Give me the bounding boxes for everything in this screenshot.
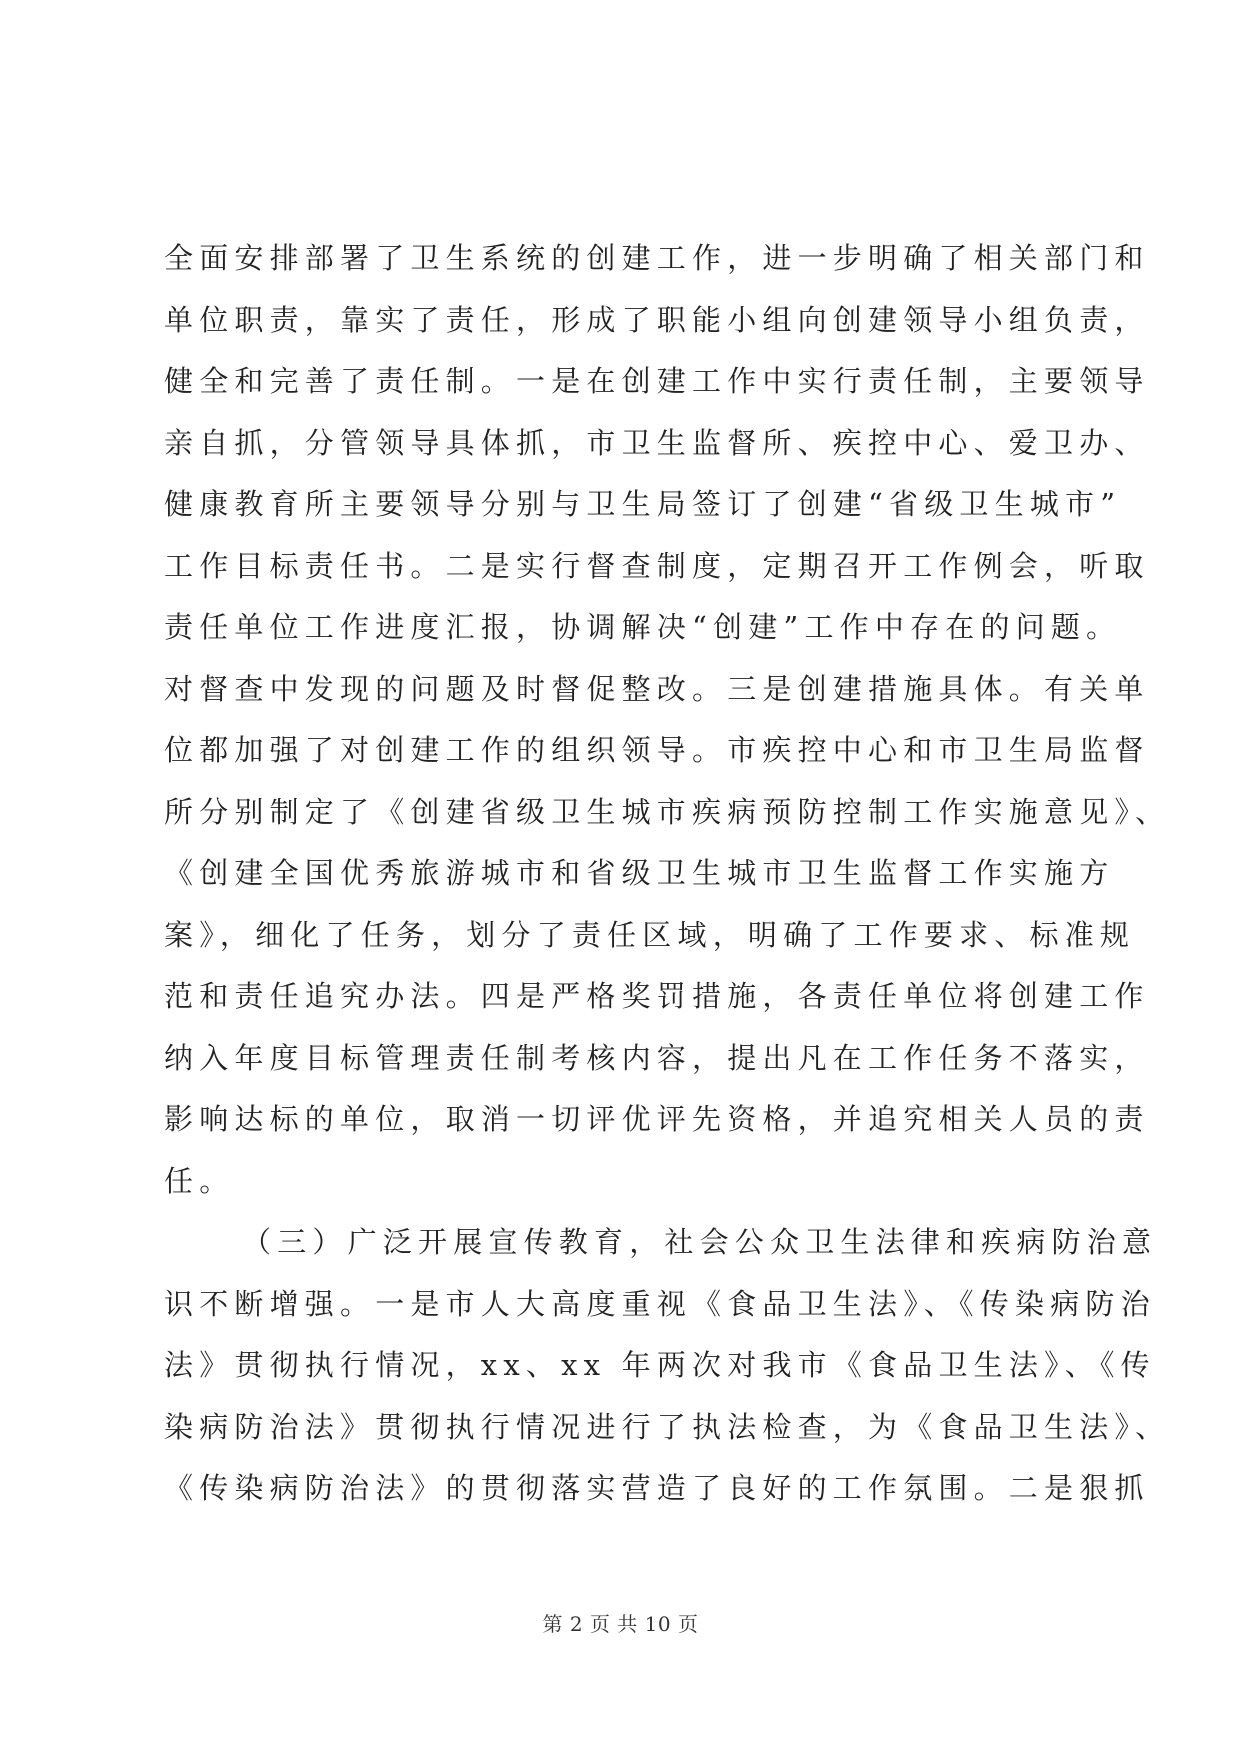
text-line: 影响达标的单位，取消一切评优评先资格，并追究相关人员的责 <box>164 1102 1150 1136</box>
text-line: 健康教育所主要领导分别与卫生局签订了创建“省级卫生城市” <box>164 487 1122 521</box>
text-line: 责任单位工作进度汇报，协调解决“创建”工作中存在的问题。 <box>164 610 1122 644</box>
text-line: 单位职责，靠实了责任，形成了职能小组向创建领导小组负责， <box>164 302 1150 337</box>
text-line: 位都加强了对创建工作的组织领导。市疾控中心和市卫生局监督 <box>164 733 1150 767</box>
text-line: 所分别制定了《创建省级卫生城市疾病预防控制工作实施意见》、 <box>164 794 1171 829</box>
text-line: 范和责任追究办法。四是严格奖罚措施，各责任单位将创建工作 <box>164 979 1150 1013</box>
text-line: 染病防治法》贯彻执行情况进行了执法检查，为《食品卫生法》、 <box>164 1409 1171 1444</box>
page-number-footer: 第 2 页 共 10 页 <box>542 1612 699 1636</box>
text-line: 对督查中发现的问题及时督促整改。三是创建措施具体。有关单 <box>164 671 1150 706</box>
body-text <box>164 228 1171 1520</box>
text-line: 《创建全国优秀旅游城市和省级卫生城市卫生监督工作实施方 <box>164 856 1115 890</box>
text-line: 案》，细化了任务，划分了责任区域，明确了工作要求、标准规 <box>164 917 1136 952</box>
text-line: 《传染病防治法》的贯彻落实营造了良好的工作氛围。二是狠抓 <box>164 1471 1150 1505</box>
text-line: 纳入年度目标管理责任制考核内容，提出凡在工作任务不落实， <box>164 1040 1150 1075</box>
text-line: 识不断增强。一是市人大高度重视《食品卫生法》、《传染病防治 <box>164 1286 1156 1321</box>
text-line: 健全和完善了责任制。一是在创建工作中实行责任制，主要领导 <box>164 364 1150 398</box>
text-line: 亲自抓，分管领导具体抓，市卫生监督所、疾控中心、爱卫办、 <box>164 425 1150 460</box>
section-heading-line: （三）广泛开展宣传教育，社会公众卫生法律和疾病防治意 <box>242 1225 1158 1259</box>
text-line: 工作目标责任书。二是实行督查制度，定期召开工作例会，听取 <box>164 548 1150 583</box>
text-line: 法》贯彻执行情况，xx、xx 年两次对我市《食品卫生法》、《传 <box>164 1348 1156 1382</box>
text-line: 任。 <box>164 1163 235 1198</box>
text-line: 全面安排部署了卫生系统的创建工作，进一步明确了相关部门和 <box>164 241 1150 275</box>
